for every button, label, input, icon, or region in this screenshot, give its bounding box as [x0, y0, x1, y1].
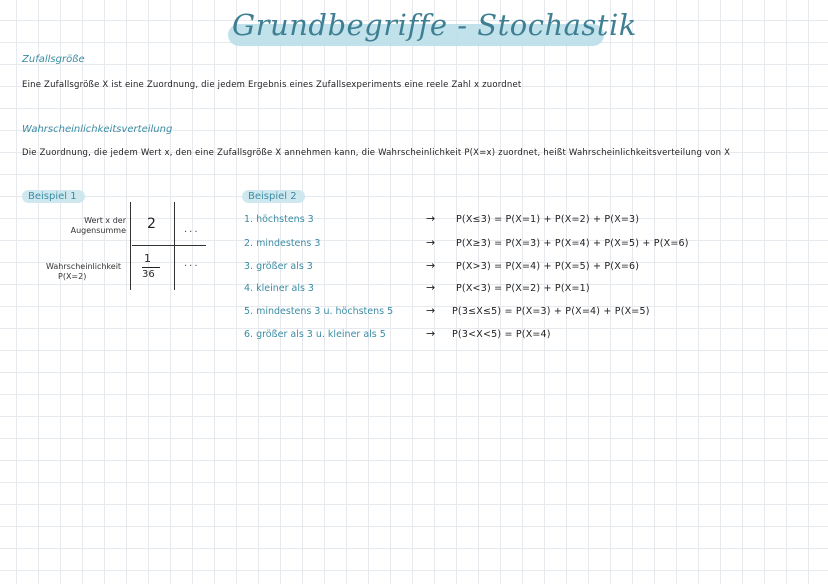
- arrow-5: →: [426, 304, 436, 317]
- arrow-2: →: [426, 236, 436, 249]
- formula-kleiner: P(X<3) = P(X=2) + P(X=1): [456, 283, 590, 294]
- fraction-bar: [142, 267, 160, 268]
- row2-label-line1: Wahrscheinlichkeit: [46, 262, 122, 271]
- zufallsgroesse-definition: Eine Zufallsgröße X ist eine Zuordnung, die jedem Ergebnis eines Zufallsexperiments eine reele Zahl x zuordnet: [22, 80, 522, 90]
- row2-continuation: ...: [184, 258, 200, 269]
- row2-label: [46, 262, 128, 282]
- table-divider-vertical-2: [174, 202, 175, 290]
- item-mindestens: 2. mindestens 3: [244, 238, 321, 249]
- arrow-4: →: [426, 281, 436, 294]
- table-divider-horizontal: [132, 245, 206, 246]
- item-groesser-kleiner: 6. größer als 3 u. kleiner als 5: [244, 329, 386, 340]
- row1-continuation: ...: [184, 224, 200, 235]
- item-kleiner: 4. kleiner als 3: [244, 283, 314, 294]
- formula-groesser: P(X>3) = P(X=4) + P(X=5) + P(X=6): [456, 261, 640, 272]
- row1-value: 2: [147, 216, 156, 232]
- row1-label-line2: Augensumme: [70, 226, 126, 235]
- row1-label: [60, 216, 126, 236]
- row2-denominator: 36: [142, 269, 155, 280]
- beispiel2-label: Beispiel 2: [242, 190, 305, 203]
- item-hoechstens: 1. höchstens 3: [244, 214, 314, 225]
- table-divider-vertical-1: [130, 202, 131, 290]
- verteilung-definition: Die Zuordnung, die jedem Wert x, den eine Zufallsgröße X annehmen kann, die Wahrscheinlichkeit P(X=x) zuordnet, heißt Wahrscheinlichkeitsverteilung von X: [22, 148, 731, 158]
- arrow-1: →: [426, 212, 436, 225]
- formula-mindestens: P(X≥3) = P(X=3) + P(X=4) + P(X=5) + P(X=6): [456, 238, 689, 249]
- formula-groesser-kleiner: P(3<X<5) = P(X=4): [452, 329, 551, 340]
- row2-label-line2: P(X=2): [58, 272, 87, 281]
- beispiel1-label: Beispiel 1: [22, 190, 85, 203]
- formula-mindestens-hoechstens: P(3≤X≤5) = P(X=3) + P(X=4) + P(X=5): [452, 306, 650, 317]
- formula-hoechstens: P(X≤3) = P(X=1) + P(X=2) + P(X=3): [456, 214, 640, 225]
- row1-label-line1: Wert x der: [84, 216, 126, 225]
- zufallsgroesse-heading: Zufallsgröße: [22, 54, 85, 65]
- arrow-3: →: [426, 259, 436, 272]
- verteilung-heading: Wahrscheinlichkeitsverteilung: [22, 124, 173, 135]
- row2-numerator: 1: [144, 252, 151, 265]
- item-mindestens-hoechstens: 5. mindestens 3 u. höchstens 5: [244, 306, 394, 317]
- arrow-6: →: [426, 327, 436, 340]
- item-groesser: 3. größer als 3: [244, 261, 313, 272]
- page-title: Grundbegriffe - Stochastik: [232, 8, 637, 42]
